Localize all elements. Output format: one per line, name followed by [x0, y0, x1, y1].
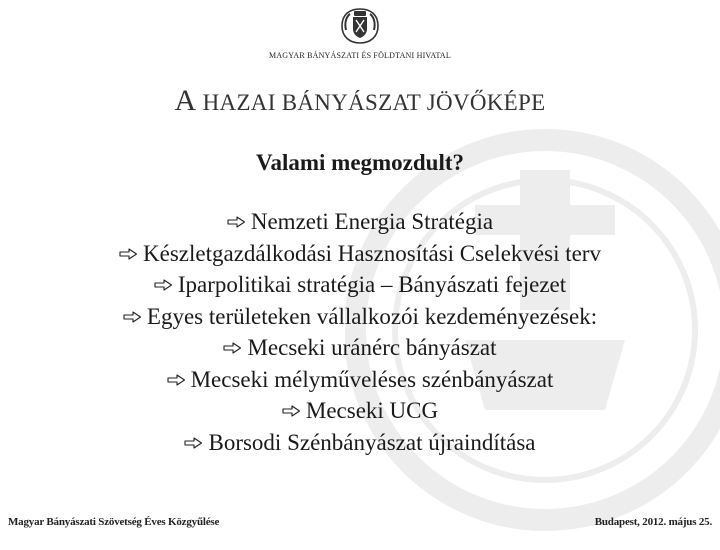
bullet-text: Mecseki mélyműveléses szénbányászat	[190, 366, 554, 392]
bullet-item	[0, 206, 720, 238]
bullet-item	[0, 395, 720, 427]
outline-right-arrow-icon	[227, 216, 246, 228]
bullet-item	[0, 238, 720, 270]
footer-event: Magyar Bányászati Szövetség Éves Közgyűlése	[8, 516, 220, 528]
outline-right-arrow-icon	[123, 311, 142, 323]
bullet-text: Mecseki UCG	[305, 398, 439, 423]
bullet-list	[0, 206, 720, 458]
bullet-text: Iparpolitikai stratégia – Bányászati fejezet	[177, 272, 567, 297]
title-initial: A	[174, 84, 195, 117]
agency-name: MAGYAR BÁNYÁSZATI ÉS FÖLDTANI HIVATAL	[269, 51, 451, 60]
bullet-item	[0, 332, 720, 364]
bullet-item	[0, 301, 720, 333]
bullet-text: Mecseki uránérc bányászat	[247, 335, 497, 360]
bullet-text: Készletgazdálkodási Hasznosítási Cselekvési terv	[143, 240, 601, 266]
outline-right-arrow-icon	[184, 437, 203, 449]
title-text: HAZAI BÁNYÁSZAT JÖVŐKÉPE	[202, 90, 546, 115]
footer-date: Budapest, 2012. május 25.	[594, 516, 712, 528]
outline-right-arrow-icon	[223, 342, 242, 354]
bullet-text: Borsodi Szénbányászat újraindítása	[208, 429, 536, 455]
bullet-item	[0, 269, 720, 301]
bullet-text: Egyes területeken vállalkozói kezdeményezések:	[146, 303, 598, 329]
slide-title	[0, 84, 720, 118]
outline-right-arrow-icon	[167, 374, 186, 386]
outline-right-arrow-icon	[282, 405, 301, 417]
bullet-item	[0, 427, 720, 459]
bullet-item	[0, 364, 720, 396]
slide-subtitle: Valami megmozdult?	[255, 150, 465, 175]
outline-right-arrow-icon	[119, 248, 138, 260]
bullet-text: Nemzeti Energia Stratégia	[250, 209, 494, 234]
outline-right-arrow-icon	[154, 279, 173, 291]
coat-of-arms-icon	[338, 6, 382, 46]
